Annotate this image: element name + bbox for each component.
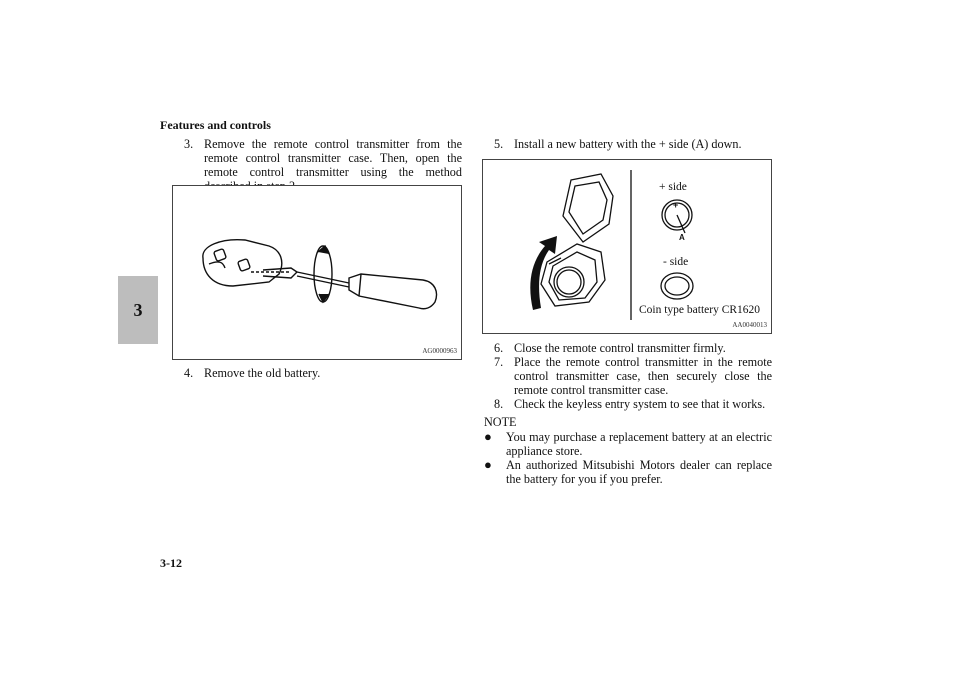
- step-text: Close the remote control transmitter firmly.: [514, 341, 726, 355]
- step-6: [494, 341, 772, 355]
- figure-install-battery: [482, 159, 772, 334]
- figure-code: AG0000963: [422, 347, 457, 355]
- step-text: Remove the old battery.: [204, 366, 321, 380]
- step-4: [184, 366, 462, 380]
- plus-side-label: + side: [659, 181, 687, 193]
- label-a: A: [679, 233, 685, 242]
- section-header: Features and controls: [160, 118, 271, 132]
- step-text: Check the keyless entry system to see that it works.: [514, 397, 766, 411]
- figure-open-transmitter: [172, 185, 462, 360]
- plus-sign: +: [673, 200, 679, 210]
- bullet-dot-icon: ●: [484, 457, 492, 472]
- step-number: 3.: [184, 137, 194, 151]
- step-number: 5.: [494, 137, 504, 151]
- note-bullet: [484, 458, 772, 486]
- step-number: 8.: [494, 397, 504, 411]
- chapter-tab: [118, 276, 158, 344]
- step-text: Remove the remote control transmitter from the remote control transmitter case. Then, open the remote control transmitter using the method: [204, 137, 462, 179]
- step-text: Place the remote control transmitter in the remote control transmitter case, then securely close the remote control transmitter case.: [514, 355, 772, 397]
- step-number: 7.: [494, 355, 504, 369]
- minus-side-label: - side: [663, 256, 689, 268]
- step-number: 6.: [494, 341, 504, 355]
- step-5: [494, 137, 772, 151]
- note-bullet: [484, 430, 772, 458]
- step-number: 4.: [184, 366, 194, 380]
- note-bullet-text: You may purchase a replacement battery at an electric appliance store.: [506, 430, 772, 458]
- step-8: [494, 397, 772, 411]
- page-number: 3-12: [160, 556, 182, 570]
- note-bullet-text: An authorized Mitsubishi Motors dealer can replace the battery for you if you prefer.: [506, 458, 772, 486]
- battery-type-label: Coin type battery CR1620: [639, 304, 761, 316]
- bullet-dot-icon: ●: [484, 429, 492, 444]
- note-title: NOTE: [484, 415, 517, 429]
- step-text: Install a new battery with the + side (A) down.: [514, 137, 742, 151]
- figure-code: AA0040013: [732, 321, 767, 329]
- step-7: [494, 355, 772, 397]
- chapter-number: 3: [133, 299, 143, 320]
- screwdriver-illustration: [173, 186, 461, 359]
